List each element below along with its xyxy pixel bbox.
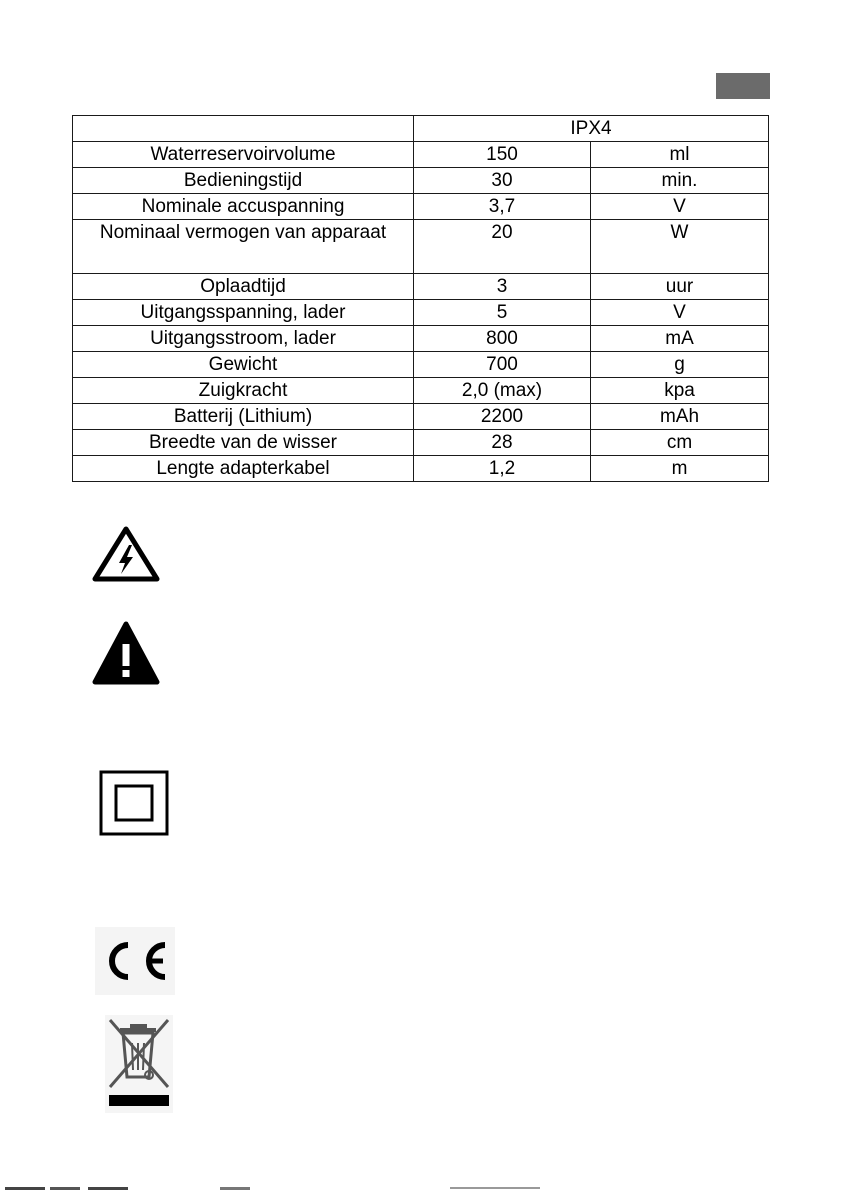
spec-value: 5 xyxy=(414,300,591,326)
spec-label: Nominale accuspanning xyxy=(73,194,414,220)
spec-label: Zuigkracht xyxy=(73,378,414,404)
electric-shock-warning-icon xyxy=(92,526,160,582)
spec-label: Waterreservoirvolume xyxy=(73,142,414,168)
page-section-tab xyxy=(716,73,770,99)
spec-label: Uitgangsspanning, lader xyxy=(73,300,414,326)
table-row xyxy=(73,456,769,482)
spec-unit: ml xyxy=(591,142,769,168)
spec-value: 800 xyxy=(414,326,591,352)
spec-unit: V xyxy=(591,194,769,220)
scan-edge-artifact xyxy=(0,1187,843,1192)
spec-unit: min. xyxy=(591,168,769,194)
spec-label: Oplaadtijd xyxy=(73,274,414,300)
table-row xyxy=(73,194,769,220)
spec-label: Breedte van de wisser xyxy=(73,430,414,456)
ip-rating-header: IPX4 xyxy=(414,116,769,142)
spec-value: 28 xyxy=(414,430,591,456)
table-row xyxy=(73,378,769,404)
spec-unit: uur xyxy=(591,274,769,300)
table-row xyxy=(73,168,769,194)
spec-value: 2200 xyxy=(414,404,591,430)
spec-unit: g xyxy=(591,352,769,378)
spec-value: 3 xyxy=(414,274,591,300)
spec-label: Nominaal vermogen van apparaat xyxy=(73,220,414,274)
spec-label: Uitgangsstroom, lader xyxy=(73,326,414,352)
table-row xyxy=(73,352,769,378)
spec-label: Lengte adapterkabel xyxy=(73,456,414,482)
spec-unit: mAh xyxy=(591,404,769,430)
table-row xyxy=(73,142,769,168)
spec-value: 150 xyxy=(414,142,591,168)
table-row xyxy=(73,326,769,352)
table-row xyxy=(73,274,769,300)
spec-value: 700 xyxy=(414,352,591,378)
spec-value: 3,7 xyxy=(414,194,591,220)
table-row xyxy=(73,300,769,326)
spec-value: 30 xyxy=(414,168,591,194)
table-row xyxy=(73,430,769,456)
spec-value: 2,0 (max) xyxy=(414,378,591,404)
spec-label: Bedieningstijd xyxy=(73,168,414,194)
spec-unit: m xyxy=(591,456,769,482)
empty-header-cell xyxy=(73,116,414,142)
spec-unit: V xyxy=(591,300,769,326)
spec-unit: mA xyxy=(591,326,769,352)
table-row xyxy=(73,404,769,430)
spec-label: Gewicht xyxy=(73,352,414,378)
spec-unit: W xyxy=(591,220,769,274)
spec-value: 1,2 xyxy=(414,456,591,482)
table-header-row xyxy=(73,116,769,142)
general-warning-icon xyxy=(92,620,160,686)
spec-value: 20 xyxy=(414,220,591,274)
weee-crossed-bin-icon xyxy=(105,1015,173,1113)
table-row xyxy=(73,220,769,274)
spec-unit: cm xyxy=(591,430,769,456)
spec-unit: kpa xyxy=(591,378,769,404)
double-insulation-icon xyxy=(99,770,169,836)
specifications-table xyxy=(72,115,769,482)
ce-mark-icon xyxy=(95,927,175,995)
spec-label: Batterij (Lithium) xyxy=(73,404,414,430)
